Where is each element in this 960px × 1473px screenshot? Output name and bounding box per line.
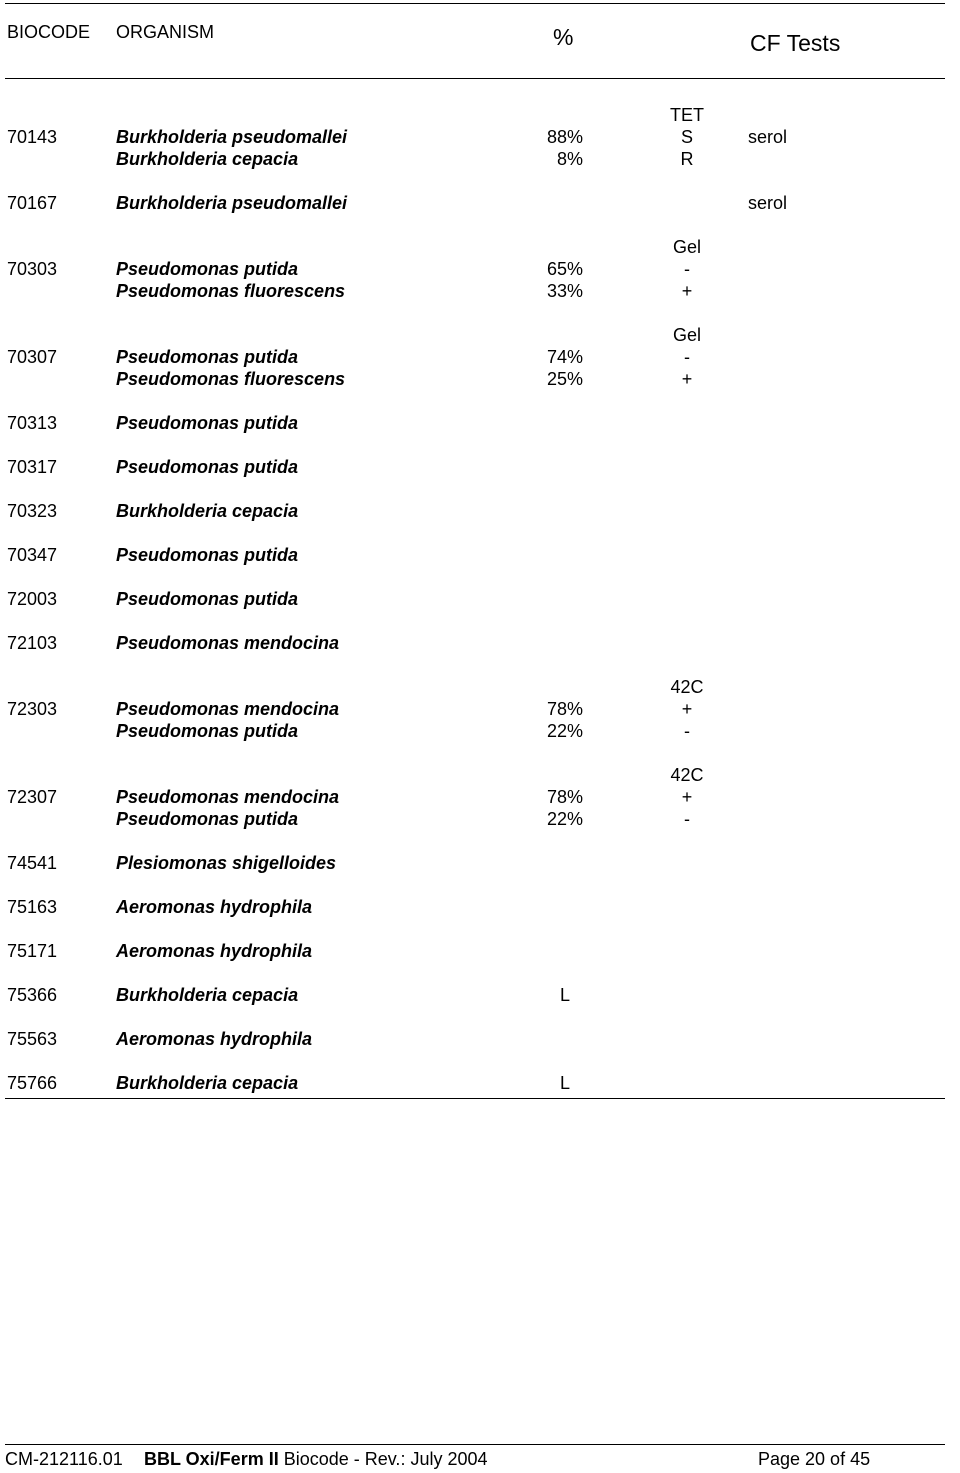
organism-name: Burkholderia pseudomallei (116, 127, 348, 147)
biocode: 70143 (7, 127, 58, 147)
test-result: - (684, 809, 690, 829)
percent-value: 88% (546, 127, 583, 147)
note-text: serol (748, 193, 788, 213)
percent-value: 22% (546, 721, 583, 741)
footer-title (144, 1448, 488, 1470)
organism-name: Pseudomonas putida (116, 413, 299, 433)
organism-name: Pseudomonas mendocina (116, 633, 340, 653)
organism-name: Burkholderia cepacia (116, 501, 299, 521)
test-result: - (684, 721, 690, 741)
footer-title-bold: BBL Oxi/Ferm II (144, 1449, 279, 1469)
bottom-rule (5, 1098, 945, 1099)
test-result: + (681, 787, 693, 807)
biocode: 72303 (7, 699, 58, 719)
organism-name: Pseudomonas mendocina (116, 787, 340, 807)
percent-value: L (559, 1073, 570, 1093)
organism-name: Burkholderia pseudomallei (116, 193, 348, 213)
percent-value: 78% (546, 787, 583, 807)
biocode: 70313 (7, 413, 58, 433)
test-result: + (681, 699, 693, 719)
test-name: 42C (670, 765, 704, 785)
organism-name: Pseudomonas putida (116, 589, 299, 609)
test-result: + (681, 281, 693, 301)
organism-name: Pseudomonas putida (116, 457, 299, 477)
test-name: Gel (672, 325, 701, 345)
test-result: + (681, 369, 693, 389)
percent-value: 78% (546, 699, 583, 719)
test-result: - (684, 259, 690, 279)
footer-doc-code: CM-212116.01 (5, 1449, 123, 1469)
test-result: R (680, 149, 694, 169)
biocode: 72307 (7, 787, 58, 807)
footer-rule (5, 1444, 945, 1445)
percent-value: L (559, 985, 570, 1005)
test-name: TET (670, 105, 704, 125)
biocode: 70303 (7, 259, 58, 279)
organism-name: Burkholderia cepacia (116, 985, 299, 1005)
organism-name: Plesiomonas shigelloides (116, 853, 337, 873)
organism-name: Pseudomonas putida (116, 259, 299, 279)
organism-name: Burkholderia cepacia (116, 1073, 299, 1093)
note-text: serol (748, 127, 788, 147)
organism-name: Pseudomonas fluorescens (116, 281, 346, 301)
percent-value: 74% (546, 347, 583, 367)
test-name: Gel (672, 237, 701, 257)
organism-name: Pseudomonas putida (116, 809, 299, 829)
percent-value: 65% (546, 259, 583, 279)
test-result: S (680, 127, 693, 147)
organism-name: Pseudomonas putida (116, 347, 299, 367)
organism-name: Aeromonas hydrophila (116, 897, 313, 917)
biocode: 75171 (7, 941, 58, 961)
header-biocode: BIOCODE (7, 22, 91, 42)
percent-value: 33% (546, 281, 583, 301)
biocode: 70317 (7, 457, 58, 477)
footer-title-rest: Biocode - Rev.: July 2004 (283, 1449, 488, 1469)
organism-name: Pseudomonas mendocina (116, 699, 340, 719)
biocode: 70347 (7, 545, 58, 565)
test-result: - (684, 347, 690, 367)
biocode: 75766 (7, 1073, 58, 1093)
header-rule (5, 78, 945, 79)
organism-name: Burkholderia cepacia (116, 149, 299, 169)
percent-value: 25% (546, 369, 583, 389)
organism-name: Aeromonas hydrophila (116, 1029, 313, 1049)
test-name: 42C (670, 677, 704, 697)
biocode: 70307 (7, 347, 58, 367)
footer-page: Page 20 of 45 (758, 1449, 871, 1469)
biocode: 75563 (7, 1029, 58, 1049)
top-rule (5, 3, 945, 4)
percent-value: 22% (546, 809, 583, 829)
biocode: 72103 (7, 633, 58, 653)
organism-name: Aeromonas hydrophila (116, 941, 313, 961)
percent-value: 8% (556, 149, 583, 169)
header-cf-tests: CF Tests (750, 30, 841, 56)
header-organism: ORGANISM (116, 22, 215, 42)
organism-name: Pseudomonas putida (116, 721, 299, 741)
biocode: 74541 (7, 853, 58, 873)
biocode: 75163 (7, 897, 58, 917)
biocode: 70167 (7, 193, 58, 213)
header-percent: % (553, 24, 574, 50)
organism-name: Pseudomonas fluorescens (116, 369, 346, 389)
biocode: 75366 (7, 985, 58, 1005)
organism-name: Pseudomonas putida (116, 545, 299, 565)
biocode: 70323 (7, 501, 58, 521)
biocode: 72003 (7, 589, 58, 609)
